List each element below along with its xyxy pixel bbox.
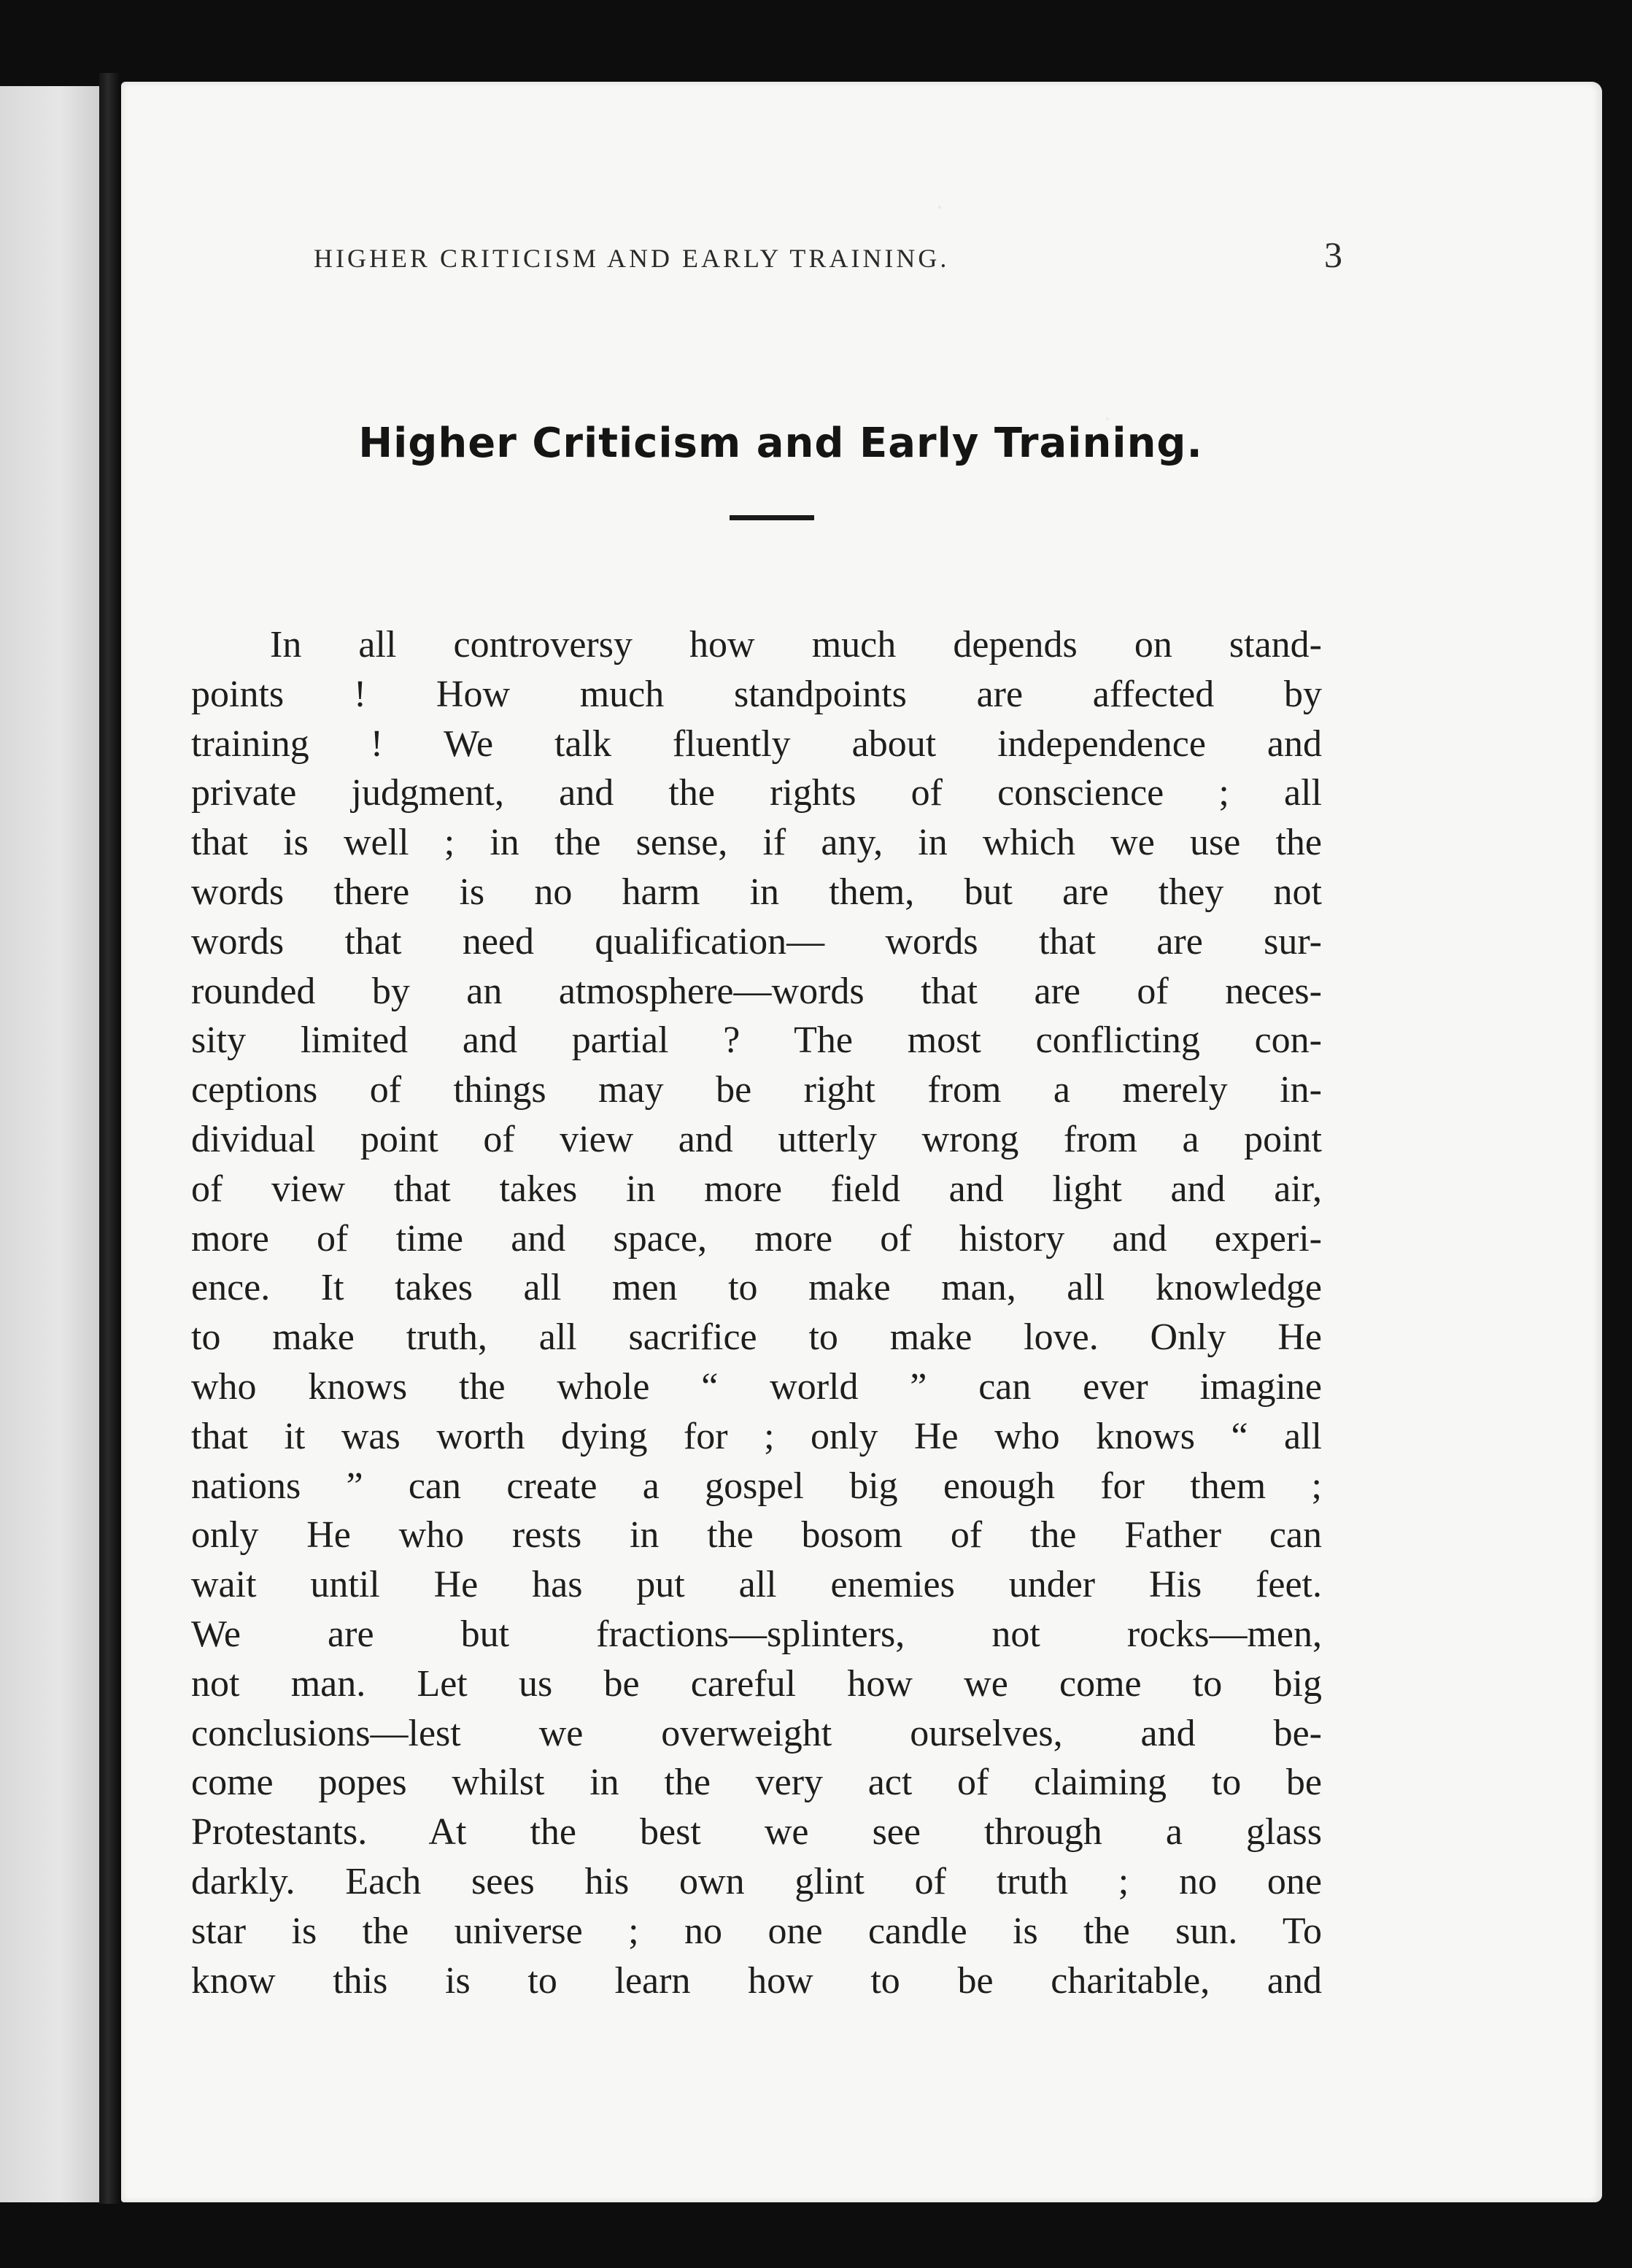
body-line: rounded by an atmosphere—words that are of neces- [191, 970, 1322, 1012]
body-line: who knows the whole “ world ” can ever imagine [191, 1365, 1322, 1408]
body-line: star is the universe ; no one candle is the sun. To [191, 1910, 1322, 1952]
body-line: sity limited and partial ? The most conflicting con- [191, 1019, 1322, 1062]
facing-page-edge [0, 86, 99, 2202]
body-text [191, 620, 1322, 2005]
title-rule [730, 515, 814, 520]
body-line: In all controversy how much depends on stand- [270, 624, 1322, 666]
body-line: not man. Let us be careful how we come to big [191, 1662, 1322, 1705]
body-line: more of time and space, more of history and experi- [191, 1217, 1322, 1260]
body-line: words that need qualification— words that are sur- [191, 920, 1322, 963]
body-line: dividual point of view and utterly wrong from a point [191, 1118, 1322, 1160]
body-line: conclusions—lest we overweight ourselves, and be- [191, 1712, 1322, 1754]
body-line: nations ” can create a gospel big enough for them ; [191, 1465, 1322, 1507]
body-line: points ! How much standpoints are affected by [191, 673, 1322, 715]
body-line: come popes whilst in the very act of claiming to be [191, 1762, 1322, 1804]
running-head [314, 234, 1342, 276]
body-line: private judgment, and the rights of conscience ; all [191, 772, 1322, 814]
paper-speck [938, 206, 941, 209]
page-number: 3 [1324, 234, 1342, 275]
body-line: of view that takes in more field and light and air, [191, 1168, 1322, 1210]
body-line: to make truth, all sacrifice to make love. Only He [191, 1316, 1322, 1359]
body-line: darkly. Each sees his own glint of truth ; no one [191, 1860, 1322, 1902]
body-line: wait until He has put all enemies under His feet. [191, 1564, 1322, 1606]
body-line: training ! We talk fluently about independence and [191, 722, 1322, 765]
body-line: ceptions of things may be right from a merely in- [191, 1069, 1322, 1111]
body-line: We are but fractions—splinters, not rocks—men, [191, 1613, 1322, 1655]
body-line: that it was worth dying for ; only He who knows “ all [191, 1415, 1322, 1457]
body-line: know this is to learn how to be charitable, and [191, 1959, 1322, 2002]
body-line: ence. It takes all men to make man, all knowledge [191, 1267, 1322, 1309]
body-line: Protestants. At the best we see through a glass [191, 1811, 1322, 1854]
book-gutter [99, 73, 121, 2204]
body-line: that is well ; in the sense, if any, in which we use the [191, 822, 1322, 864]
running-head-title: HIGHER CRITICISM AND EARLY TRAINING. [314, 244, 950, 273]
chapter-title: Higher Criticism and Early Training. [358, 420, 1203, 467]
body-line: only He who rests in the bosom of the Father can [191, 1514, 1322, 1557]
body-line: words there is no harm in them, but are they not [191, 871, 1322, 913]
